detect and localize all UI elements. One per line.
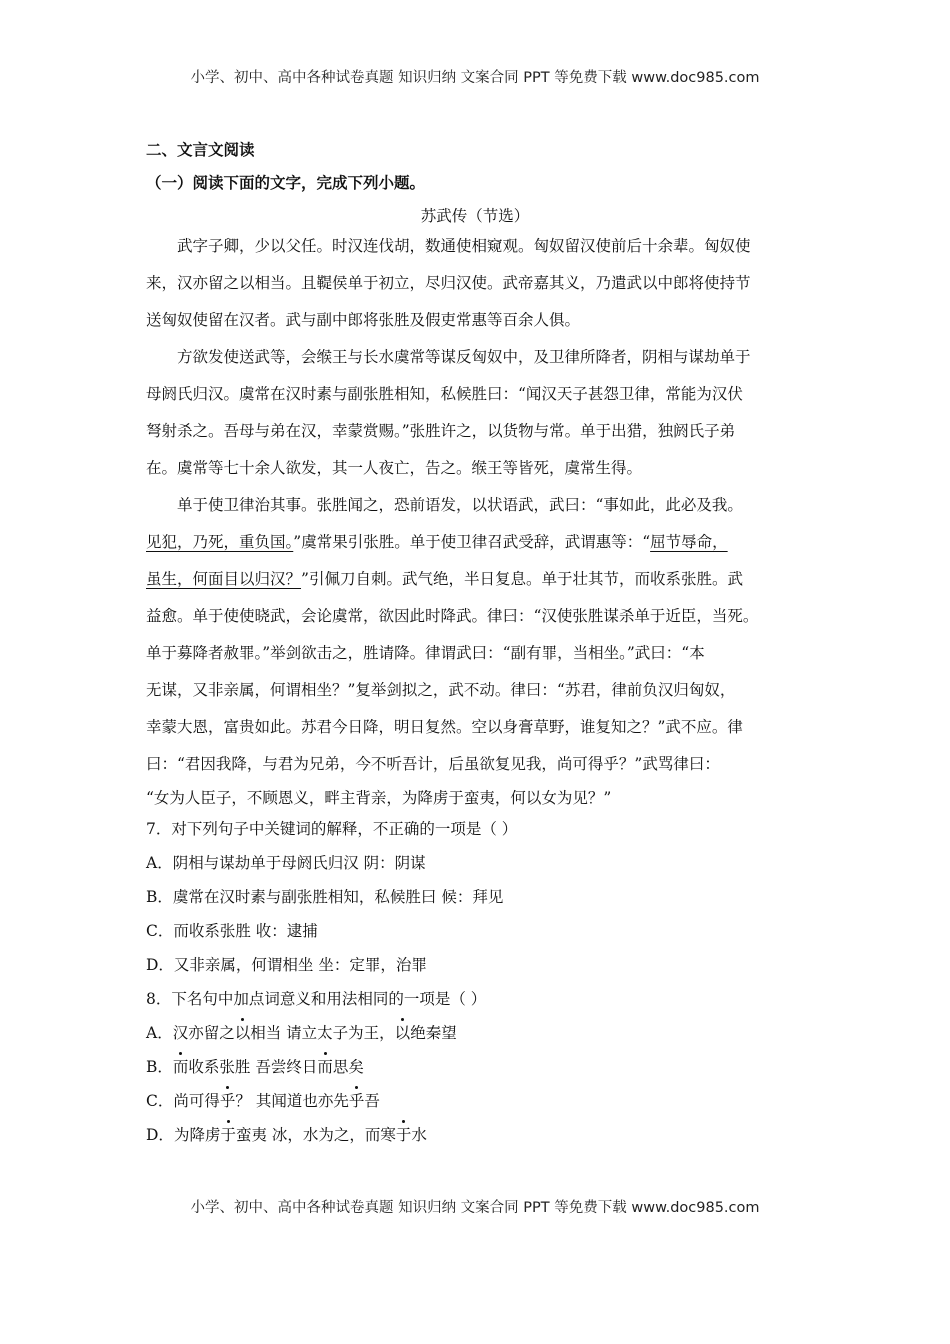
passage-line: 幸蒙大恩，富贵如此。苏君今日降，明日复然。空以身膏草野，谁复知之？”武不应。律 <box>146 718 743 736</box>
passage-line <box>146 524 804 561</box>
underlined-sentence: 见犯，乃死，重负国。 <box>146 533 294 551</box>
dotted-word: 乎 <box>220 1084 236 1118</box>
question-7-option-d: D．又非亲属，何谓相坐 坐：定罪，治罪 <box>146 956 427 974</box>
option-text: 水 <box>411 1126 427 1144</box>
passage-text: ”虞常果引张胜。单于使卫律召武受辞，武谓惠等：“ <box>293 533 651 551</box>
passage-line: 弩射杀之。吾母与弟在汉，幸蒙赏赐。”张胜许之，以货物与常。单于出猎，独阏氏子弟 <box>146 422 736 440</box>
passage-line: 益愈。单于使使晓武，会论虞常，欲因此时降武。律曰：“汉使张胜谋杀单于近臣，当死。 <box>146 607 759 625</box>
option-text: ？ 其闻道也亦先 <box>235 1092 349 1110</box>
question-8-option-c <box>146 1084 804 1118</box>
passage-line: 无谋，又非亲属，何谓相坐？”复举剑拟之，武不动。律曰：“苏君，律前负汉归匈奴， <box>146 681 736 699</box>
option-label: C． <box>146 1092 174 1110</box>
question-8-option-d <box>146 1118 804 1152</box>
option-label: D． <box>146 1126 174 1144</box>
passage-line: 母阏氏归汉。虞常在汉时素与副张胜相知，私候胜曰：“闻汉天子甚怨卫律，常能为汉伏 <box>146 385 743 403</box>
dotted-word: 以 <box>235 1016 251 1050</box>
question-7-option-c: C．而收系张胜 收：逮捕 <box>146 922 318 940</box>
dotted-word: 于 <box>220 1118 236 1152</box>
question-8-option-b <box>146 1050 804 1084</box>
option-text: 绝秦望 <box>410 1024 457 1042</box>
passage-line <box>146 561 804 598</box>
passage-line: 方欲发使送武等，会缑王与长水虞常等谋反匈奴中，及卫律所降者，阴相与谋劫单于 <box>177 348 751 366</box>
page-header: 小学、初中、高中各种试卷真题 知识归纳 文案合同 PPT 等免费下载 www.doc985.com <box>190 70 760 86</box>
passage-paragraph-1 <box>146 228 804 339</box>
passage-line: 来，汉亦留之以相当。且鞮侯单于初立，尽归汉使。武帝嘉其义，乃遣武以中郎将使持节 <box>146 274 751 292</box>
dotted-word: 而 <box>173 1050 189 1084</box>
section-title: 二、文言文阅读 <box>146 141 255 159</box>
document-body <box>146 138 804 1152</box>
question-7-option-b: B．虞常在汉时素与副张胜相知，私候胜曰 候：拜见 <box>146 888 504 906</box>
dotted-word: 以 <box>395 1016 411 1050</box>
option-text: 收系张胜 吾尝终日 <box>188 1058 318 1076</box>
underlined-sentence: 虽生，何面目以归汉？ <box>146 570 302 588</box>
subsection-title: （一）阅读下面的文字，完成下列小题。 <box>146 174 426 192</box>
passage-line: 曰：“君因我降，与君为兄弟，今不听吾计，后虽欲复见我，尚可得乎？”武骂律曰： <box>146 755 720 773</box>
question-8-option-a <box>146 1016 804 1050</box>
passage-text: ”引佩刀自刺。武气绝，半日复息。单于壮其节，而收系张胜。武 <box>301 570 743 588</box>
dotted-word: 而 <box>317 1050 333 1084</box>
option-text: 尚可得 <box>173 1092 220 1110</box>
question-7-stem: 7．对下列句子中关键词的解释，不正确的一项是（ ） <box>146 820 518 838</box>
option-text: 相当 请立太子为王， <box>250 1024 395 1042</box>
passage-paragraph-3 <box>146 487 804 817</box>
option-text: 汉亦留之 <box>172 1024 235 1042</box>
passage-title: 苏武传（节选） <box>420 207 530 225</box>
passage-paragraph-2 <box>146 339 804 487</box>
passage-line: 送匈奴使留在汉者。武与副中郎将张胜及假吏常惠等百余人俱。 <box>146 311 581 329</box>
option-text: 吾 <box>364 1092 380 1110</box>
passage-line: 单于募降者赦罪。”举剑欲击之，胜请降。律谓武曰：“副有罪，当相坐。”武曰：“本 <box>146 644 705 662</box>
dotted-word: 于 <box>396 1118 412 1152</box>
dotted-word: 乎 <box>349 1084 365 1118</box>
passage-line: 单于使卫律治其事。张胜闻之，恐前语发，以状语武，武曰：“事如此，此必及我。 <box>177 496 743 514</box>
option-text: 蛮夷 冰，水为之，而寒 <box>235 1126 396 1144</box>
option-label: B． <box>146 1058 173 1076</box>
option-label: A． <box>146 1024 173 1042</box>
passage-line: “女为人臣子，不顾恩义，畔主背亲，为降虏于蛮夷，何以女为见？” <box>146 789 612 807</box>
option-text: 思矣 <box>332 1058 364 1076</box>
question-7-option-a: A．阴相与谋劫单于母阏氏归汉 阴：阴谋 <box>146 854 426 872</box>
passage-line: 在。虞常等七十余人欲发，其一人夜亡，告之。缑王等皆死，虞常生得。 <box>146 459 643 477</box>
underlined-sentence: 屈节辱命， <box>650 533 728 551</box>
option-text: 为降虏 <box>173 1126 221 1144</box>
page-footer: 小学、初中、高中各种试卷真题 知识归纳 文案合同 PPT 等免费下载 www.doc985.com <box>190 1200 760 1216</box>
passage-line: 武字子卿，少以父任。时汉连伐胡，数通使相窥观。匈奴留汉使前后十余辈。匈奴使 <box>177 237 751 255</box>
question-8-stem: 8．下名句中加点词意义和用法相同的一项是（ ） <box>146 990 487 1008</box>
